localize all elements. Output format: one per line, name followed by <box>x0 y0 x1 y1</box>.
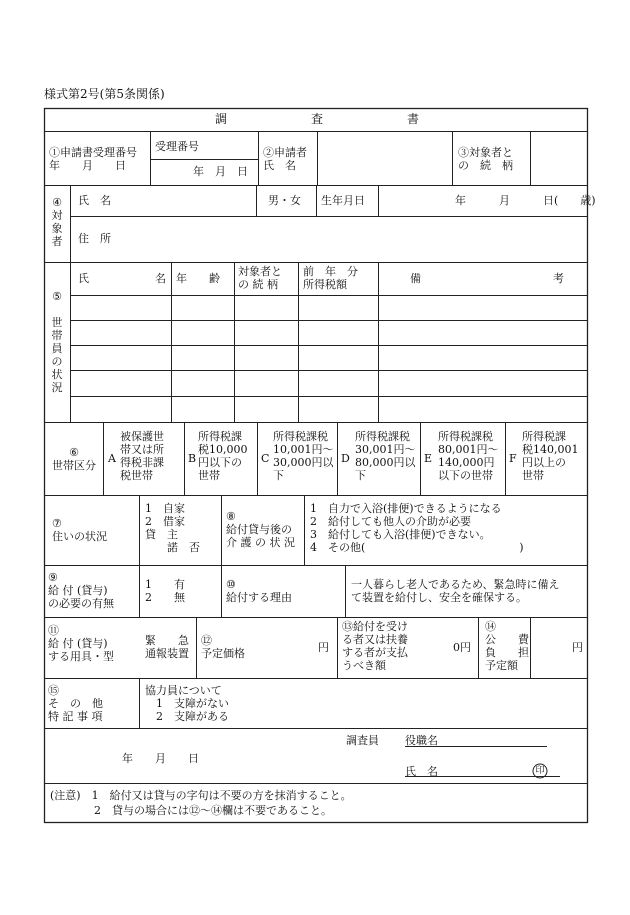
equipment-label: ⑪ 給 付 (貸与) する用具・型 <box>48 624 114 663</box>
gender-field: 男・女 <box>268 194 301 207</box>
class-c-text: 所得税課税 10,001円～ 30,000円以 下 <box>273 430 334 482</box>
equipment-type: 緊 急 通報装置 <box>145 634 189 660</box>
public-burden-unit: 円 <box>572 641 583 654</box>
application-receipt-label: ①申請書受理番号 年 月 日 <box>49 146 137 172</box>
birthdate-value: 年 月 日( 歳) <box>455 194 596 207</box>
payer-amount-value: 0円 <box>453 641 471 654</box>
household-header-name: 氏 名 <box>78 272 166 285</box>
household-header-relationship: 対象者と の 続 柄 <box>238 265 282 291</box>
class-a-letter: A <box>108 452 116 465</box>
class-d-text: 所得税課税 30,001円～ 80,000円以 下 <box>355 430 416 482</box>
public-burden-label: ⑭ 公 費 負 担 予定額 <box>485 620 529 672</box>
notes-text: 協力員について 1 支障がない 2 支障がある <box>145 684 229 723</box>
care-status-options: 1 自力で入浴(排便)できるようになる 2 給付しても他人の介助が必要 3 給付しても入浴(排便)できない。 4 その他( ) <box>310 502 524 554</box>
reason-label: ⑩ 給付する理由 <box>226 578 292 604</box>
footnote-1: (注意) 1 給付又は貸与の字句は不要の方を抹消すること。 <box>50 789 352 802</box>
planned-price-label: ⑫ 予定価格 <box>201 634 245 660</box>
investigator-label: 調査員 <box>346 734 379 747</box>
class-f-letter: F <box>509 452 517 465</box>
class-a-text: 被保護世 帯又は所 得税非課 税世帯 <box>120 430 164 482</box>
footnote-2: 2 貸与の場合には⑫～⑭欄は不要であること。 <box>50 804 332 817</box>
class-b-text: 所得税課 税10,000 円以下の 世帯 <box>198 430 248 482</box>
form-number: 様式第2号(第5条関係) <box>44 87 165 101</box>
position-label: 役職名 <box>405 734 438 747</box>
household-class-label: ⑥ 世帯区分 <box>52 446 96 472</box>
target-name-label: 氏 名 <box>78 194 111 207</box>
relationship-label: ③対象者と の 続 柄 <box>458 146 513 172</box>
receipt-number-label: 受理番号 <box>155 140 199 153</box>
page-title: 調 査 書 <box>215 112 420 126</box>
necessity-label: ⑨ 給 付 (貸与) の必要の有無 <box>48 571 114 610</box>
household-header-age: 年 齢 <box>176 272 220 285</box>
class-d-letter: D <box>341 452 350 465</box>
class-f-text: 所得税課 税140,001 円以上の 世帯 <box>522 430 579 482</box>
class-e-text: 所得税課税 80,001円～ 140,000円 以下の世帯 <box>438 430 499 482</box>
address-label: 住 所 <box>78 232 111 245</box>
target-person-label: ④ 対 象 者 <box>51 196 63 248</box>
household-header-remarks: 備 考 <box>410 272 564 285</box>
care-status-label: ⑧ 給付貸与後の 介 護 の 状 況 <box>226 510 295 549</box>
seal-mark: 印 <box>535 766 545 776</box>
birthdate-label: 生年月日 <box>321 194 365 207</box>
housing-label: ⑦ 住いの状況 <box>52 517 107 543</box>
applicant-name-label: ②申請者 氏 名 <box>263 146 307 172</box>
household-section-label: ⑤ 世 帯 員 の 状 況 <box>51 290 63 394</box>
housing-options: 1 自家 2 借家 貸 主 諾 否 <box>145 502 200 554</box>
class-e-letter: E <box>424 452 433 465</box>
investigator-name-label: 氏 名 <box>405 765 438 778</box>
household-header-tax: 前 年 分 所得税額 <box>303 265 358 291</box>
sign-date: 年 月 日 <box>122 752 199 765</box>
class-c-letter: C <box>261 452 270 465</box>
payer-amount-label: ⑬給付を受け る者又は扶養 する者が支払 うべき額 <box>342 620 408 672</box>
receipt-date-label: 年 月 日 <box>193 165 248 178</box>
planned-price-unit: 円 <box>318 641 329 654</box>
notes-label: ⑮ そ の 他 特 記 事 項 <box>48 684 103 723</box>
necessity-options: 1 有 2 無 <box>145 578 185 604</box>
class-b-letter: B <box>188 452 197 465</box>
reason-text: 一人暮らし老人であるため、緊急時に備え て装置を給付し、安全を確保する。 <box>351 578 560 604</box>
